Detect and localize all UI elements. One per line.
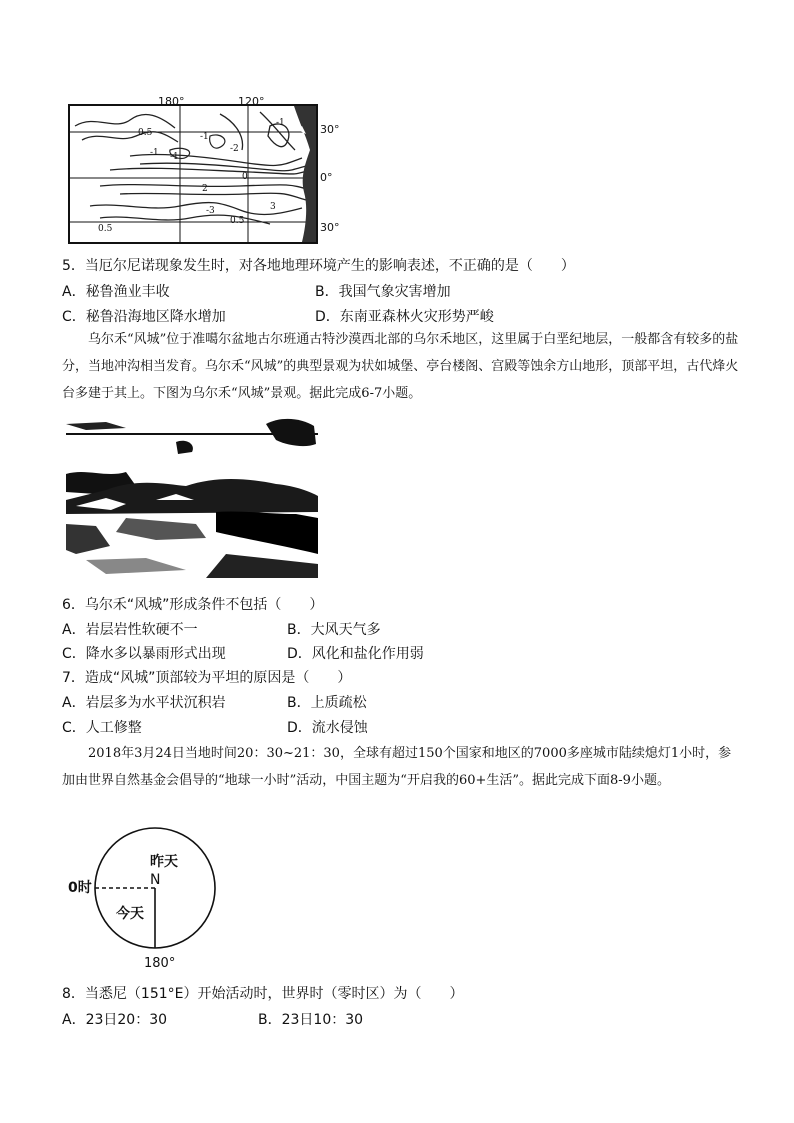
label-zero-hour: 0时 — [68, 880, 92, 896]
map-lon-label: 180° — [158, 95, 185, 108]
q5-option-a[interactable]: A．秘鲁渔业丰收 — [62, 284, 170, 300]
isoline-label: 2 — [202, 184, 208, 194]
question-6-stem: 6．乌尔禾“风城”形成条件不包括（ ） — [62, 597, 324, 613]
map-lon-label: 120° — [238, 95, 265, 108]
q6-option-d[interactable]: D．风化和盐化作用弱 — [287, 646, 424, 662]
q6-option-b[interactable]: B．大风天气多 — [287, 622, 381, 638]
question-7-stem: 7．造成“风城”顶部较为平坦的原因是（ ） — [62, 670, 352, 686]
isoline-label: 3 — [270, 202, 276, 212]
q7-option-b[interactable]: B．上质疏松 — [287, 695, 367, 711]
map-lat-label: 0° — [320, 171, 333, 184]
label-180-degrees: 180° — [144, 956, 176, 971]
q8-option-a[interactable]: A．23日20：30 — [62, 1012, 168, 1028]
q7-option-d[interactable]: D．流水侵蚀 — [287, 720, 368, 736]
label-yesterday: 昨天 — [150, 854, 178, 870]
isoline-label: -1 — [200, 132, 209, 142]
map-lat-label: 30° — [320, 221, 340, 234]
q8-option-b[interactable]: B．23日10：30 — [258, 1012, 364, 1028]
question-5-stem: 5．当厄尔尼诺现象发生时，对各地地理环境产生的影响表述，不正确的是（ ） — [62, 258, 575, 274]
isoline-label: 0.5 — [138, 128, 153, 138]
isoline-label: -3 — [206, 206, 215, 216]
ocean-temperature-anomaly-map — [68, 104, 318, 244]
label-north-pole: N — [150, 872, 161, 888]
landscape-photo-graphic — [66, 414, 318, 578]
label-today: 今天 — [116, 906, 144, 922]
isoline-label: -1 — [276, 118, 285, 128]
q6-option-a[interactable]: A．岩层岩性软硬不一 — [62, 622, 198, 638]
date-line-diagram — [60, 826, 230, 976]
isoline-label: 0.5 — [98, 224, 113, 234]
passage-wind-city: 乌尔禾“风城”位于准噶尔盆地古尔班通古特沙漠西北部的乌尔禾地区，这里属于白垩纪地层，一般都含有较多的盐分，当地冲沟相当发育。乌尔禾“风城”的典型景观为状如城堡、亭台楼阁、宫殿等蚀余方山地形，顶部平坦，古代烽火台多建于其上。下图为乌尔禾“风城”景观。据此完成6-7小题。 — [62, 332, 739, 401]
isoline-label: -1 — [150, 148, 159, 158]
q5-option-d[interactable]: D．东南亚森林火灾形势严峻 — [315, 309, 494, 325]
isoline-label: -2 — [230, 144, 239, 154]
isoline-label: 0.5 — [230, 216, 245, 226]
question-8-stem: 8．当悉尼（151°E）开始活动时，世界时（零时区）为（ ） — [62, 986, 464, 1002]
q5-option-b[interactable]: B．我国气象灾害增加 — [315, 284, 451, 300]
q7-option-c[interactable]: C．人工修整 — [62, 720, 142, 736]
q7-option-a[interactable]: A．岩层多为水平状沉积岩 — [62, 695, 226, 711]
q6-option-c[interactable]: C．降水多以暴雨形式出现 — [62, 646, 226, 662]
isoline-label: -1 — [170, 152, 179, 162]
isoline-label: 0 — [242, 172, 248, 182]
map-lat-label: 30° — [320, 123, 340, 136]
passage-earth-hour: 2018年3月24日当地时间20：30~21：30，全球有超过150个国家和地区的7000多座城市陆续熄灯1小时，参加由世界自然基金会倡导的“地球一小时”活动，中国主题为“开启我的60+生活”。据此完成下面8-9小题。 — [62, 746, 732, 788]
wind-city-landscape-photo — [66, 414, 318, 578]
q5-option-c[interactable]: C．秘鲁沿海地区降水增加 — [62, 309, 226, 325]
